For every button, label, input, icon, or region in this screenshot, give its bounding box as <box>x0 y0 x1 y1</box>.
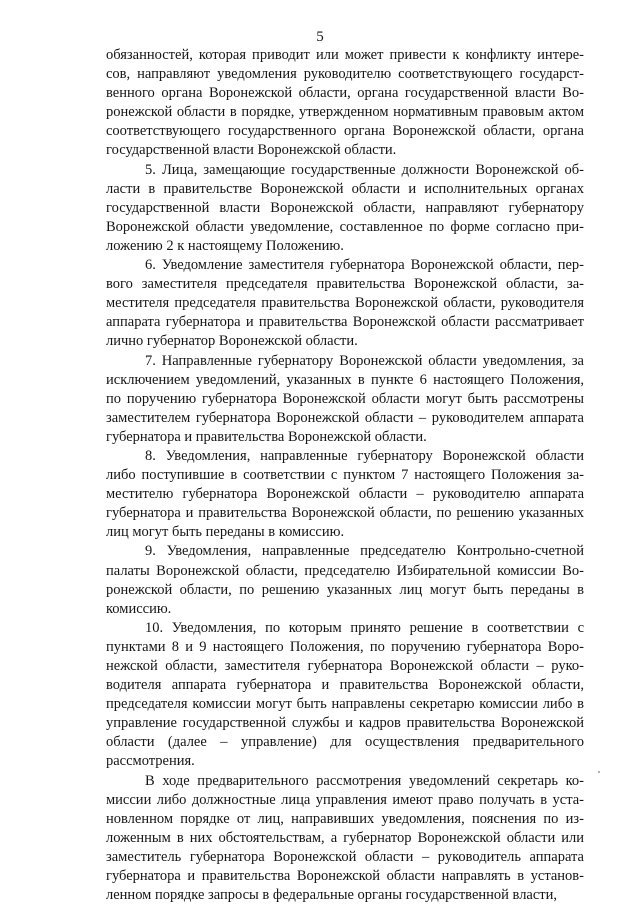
paragraph-item-10: 10. Уведомления, по которым принято решение в соответствии с пунктами 8 и 9 настоящего Положения, по поручению губернатора Воронежской области, заместителя губернатора Воронежской области – руководителя аппарата губернатора и правительства Воронежской области, председателя комиссии могут быть направлены секретарю комиссии либо в управление государственной службы и кадров правительства Воронежской области (далее – управление) для осуществления предварительного рассмотрения. <box>106 619 584 770</box>
paragraph-item-9: 9. Уведомления, направленные председателю Контрольно-счетной палаты Воронежской области, председателю Избирательной комиссии Воронежской области, по решению указанных лиц могут быть переданы в комиссию. <box>106 543 584 617</box>
paragraph-item-5: 5. Лица, замещающие государственные должности Воронежской области в правительстве Воронежской области и исполнительных органах государственной власти Воронежской области, направляют губернатору Воронежской области уведомление, составленное по форме согласно приложению 2 к настоящему Положению. <box>106 161 584 254</box>
paragraph-preliminary-review: В ходе предварительного рассмотрения уведомлений секретарь комиссии либо должностные лица управления имеют право получать в установленном порядке от лиц, направивших уведомления, пояснения по изложенным в них обстоятельствам, а губернатор Воронежской области или заместитель губернатора Воронежской области – руководитель аппарата губернатора и правительства Воронежской области направлять в установленном порядке запросы в федеральные органы государственной власти, <box>106 772 584 904</box>
document-body <box>106 46 584 905</box>
scan-speck <box>598 771 600 773</box>
paragraph-item-6: 6. Уведомление заместителя губернатора Воронежской области, первого заместителя председателя правительства Воронежской области, заместителя председателя правительства Воронежской области, руководителя аппарата губернатора и правительства Воронежской области рассматривает лично губернатор Воронежской области. <box>106 257 584 350</box>
page-number: 5 <box>316 29 324 45</box>
paragraph-continuation: обязанностей, которая приводит или может привести к конфликту интересов, направляют уведомления руководителю соответствующего государственного органа Воронежской области, органа государственной власти Воронежской области в порядке, утвержденном нормативным правовым актом соответствующего государственного органа Воронежской области, органа государственной власти Воронежской области. <box>106 47 584 159</box>
paragraph-item-8: 8. Уведомления, направленные губернатору Воронежской области либо поступившие в соответствии с пунктом 7 настоящего Положения заместителю губернатора Воронежской области – руководителю аппарата губернатора и правительства Воронежской области, по решению указанных лиц могут быть переданы в комиссию. <box>106 447 584 541</box>
paragraph-item-7: 7. Направленные губернатору Воронежской области уведомления, за исключением уведомлений, указанных в пункте 6 настоящего Положения, по поручению губернатора Воронежской области могут быть рассмотрены заместителем губернатора Воронежской области – руководителем аппарата губернатора и правительства Воронежской области. <box>106 352 584 445</box>
